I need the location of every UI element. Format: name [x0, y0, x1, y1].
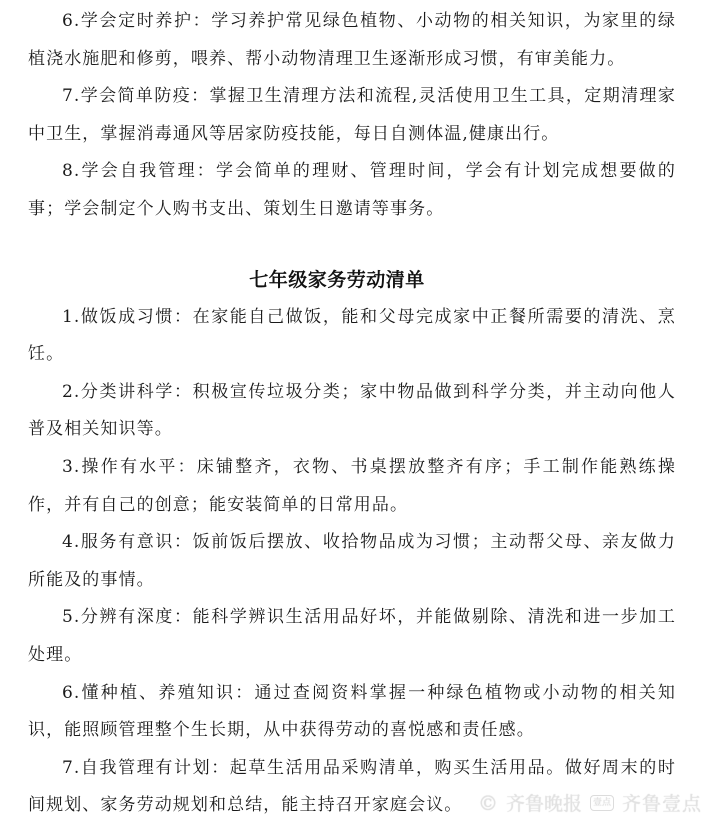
list-item-prev-8: 8.学会自我管理：学会简单的理财、管理时间，学会有计划完成想要做的事；学会制定个人购书支出、策划生日邀请等事务。 [28, 161, 676, 219]
list-item: 3.操作有水平：床铺整齐，衣物、书桌摆放整齐有序；手工制作能熟练操作，并有自己的创意；能安装简单的日常用品。 [28, 456, 676, 515]
list-item: 5.分辨有深度：能科学辨识生活用品好坏，并能做剔除、清洗和进一步加工处理。 [28, 607, 676, 665]
watermark [478, 789, 702, 816]
list-item-prev-7: 7.学会简单防疫：掌握卫生清理方法和流程,灵活使用卫生工具，定期清理家中卫生，掌握消毒通风等居家防疫技能，每日自测体温,健康出行。 [28, 86, 676, 144]
watermark-source: 齐鲁晚报 [506, 793, 583, 815]
copyright-icon: © [478, 790, 498, 815]
list-item: 7.自我管理有计划：起草生活用品采购清单，购买生活用品。做好周末的时间规划、家务劳动规划和总结，能主持召开家庭会议。 [28, 757, 676, 816]
list-item: 4.服务有意识：饭前饭后摆放、收拾物品成为习惯；主动帮父母、亲友做力所能及的事情。 [28, 532, 676, 590]
list-item: 1.做饭成习惯：在家能自己做饭，能和父母完成家中正餐所需要的清洗、烹饪。 [28, 306, 676, 365]
app-badge-icon: 壹点 [590, 795, 614, 811]
list-item-prev-6: 6.学会定时养护：学习养护常见绿色植物、小动物的相关知识，为家里的绿植浇水施肥和修剪，喂养、帮小动物清理卫生逐渐形成习惯，有审美能力。 [28, 11, 676, 69]
document-body [28, 0, 676, 825]
watermark-app-name: 齐鲁壹点 [622, 793, 703, 815]
list-item: 6.懂种植、养殖知识：通过查阅资料掌握一种绿色植物或小动物的相关知识，能照顾管理整个生长期，从中获得劳动的喜悦感和责任感。 [28, 682, 676, 741]
list-item: 2.分类讲科学：积极宣传垃圾分类；家中物品做到科学分类，并主动向他人普及相关知识等。 [28, 381, 676, 440]
section-title: 七年级家务劳动清单 [249, 268, 425, 291]
